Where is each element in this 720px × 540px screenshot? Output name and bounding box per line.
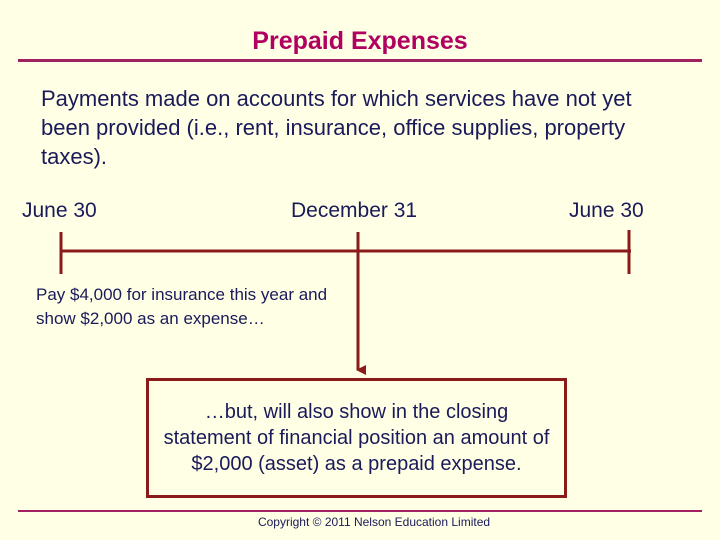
copyright-text: Copyright © 2011 Nelson Education Limited xyxy=(257,515,491,529)
timeline-date-start: June 30 xyxy=(22,199,97,222)
prepaid-note-box xyxy=(146,378,567,498)
footer-divider xyxy=(18,510,702,512)
slide-title: Prepaid Expenses xyxy=(252,27,468,55)
timeline-date-middle: December 31 xyxy=(291,199,418,222)
timeline-date-end: June 30 xyxy=(569,199,644,222)
intro-text: Payments made on accounts for which services have not yet been provided (i.e., rent, insurance, office supplies, property taxes). xyxy=(41,86,632,169)
payment-callout: Pay $4,000 for insurance this year and show $2,000 as an expense… xyxy=(36,283,336,331)
prepaid-note-text: …but, will also show in the closing statement of financial position an amount of $2,000 (asset) as a prepaid expense. xyxy=(163,401,550,475)
